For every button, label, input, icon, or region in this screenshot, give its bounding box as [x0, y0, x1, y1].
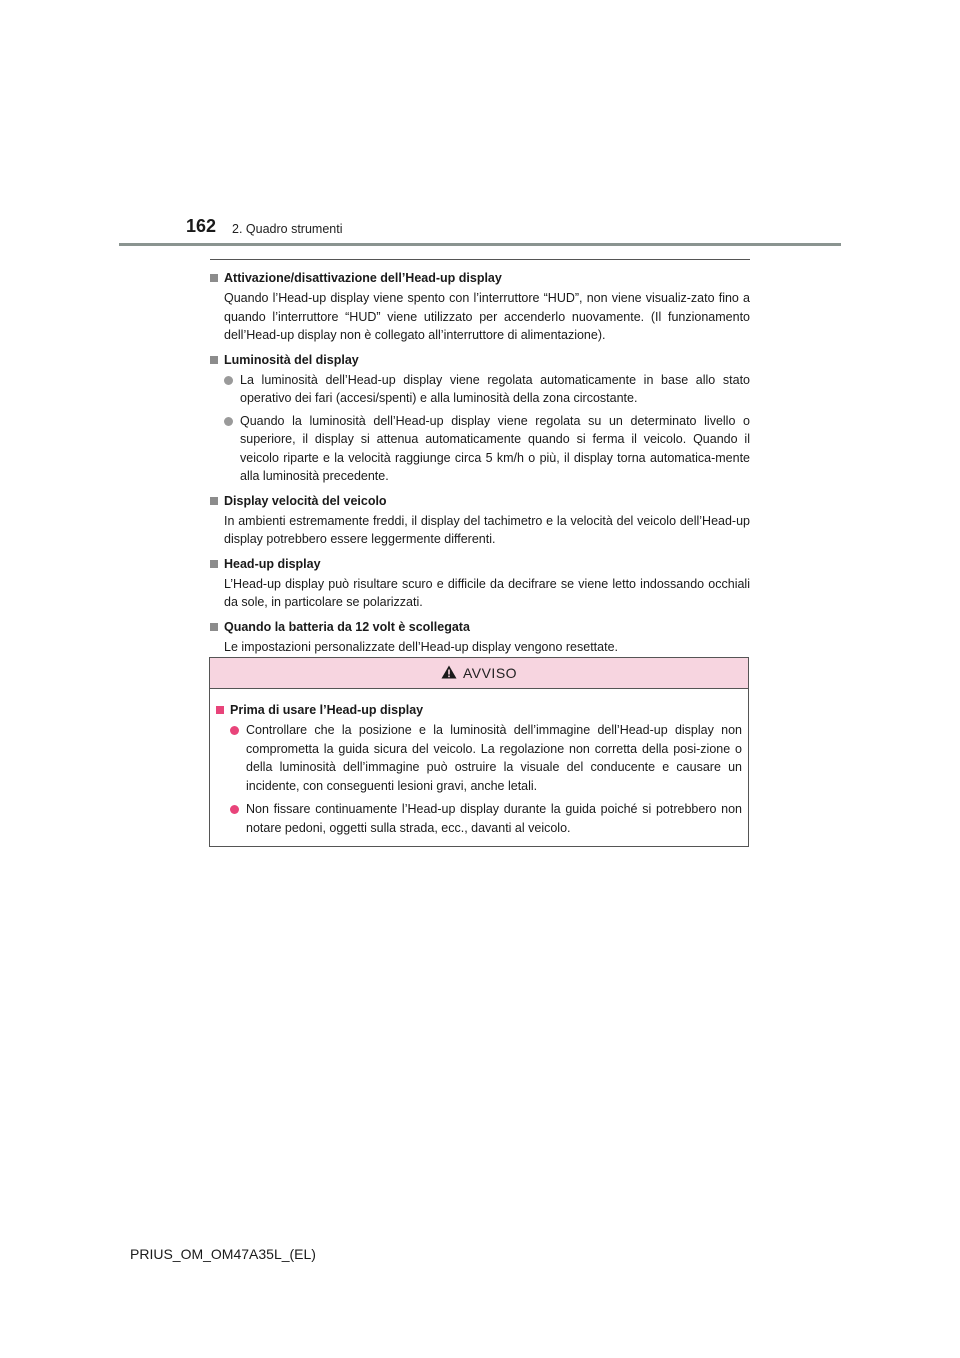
round-bullet-icon: [230, 805, 239, 814]
square-bullet-icon: [210, 497, 218, 505]
section-title: Quando la batteria da 12 volt è scollegata: [224, 619, 470, 634]
square-bullet-icon: [210, 560, 218, 568]
list-item: Non fissare continuamente l’Head-up display durante la guida poiché si potrebbero non notare pedoni, oggetti sulla strada, ecc., davanti al veicolo.: [230, 800, 742, 837]
warning-title: Prima di usare l’Head-up display: [230, 703, 424, 717]
section-text: Quando l’Head-up display viene spento con l’interruttore “HUD”, non viene visualiz-zato fino a quando l’interruttore “HUD” viene utilizzato per accenderlo nuovamente. (Il funzionamento dell’Head-up display non è collegato all’interruttore di alimentazione).: [224, 291, 750, 342]
section-title: Luminosità del display: [224, 352, 359, 367]
warning-body: [210, 689, 748, 837]
round-bullet-icon: [230, 726, 239, 735]
list-item: Quando la luminosità dell’Head-up display viene regolata su un determinato livello o superiore, il display si attenua automaticamente quando si ferma il veicolo. Quando il veicolo riparte e la velocità raggiunge circa 5 km/h o più, il display torna automatica-mente alla luminosità precedente.: [224, 412, 750, 486]
section-battery: [210, 618, 750, 657]
warning-label: AVVISO: [462, 665, 518, 681]
list-item: Controllare che la posizione e la luminosità dell’immagine dell’Head-up display non comprometta la guida sicura del veicolo. La regolazione non corretta della posi-zione o della luminosità dell’immagine può ostruire la visuale del conducente e causare un incidente, con conseguenti lesioni gravi, anche letali.: [230, 721, 742, 795]
warning-box: [209, 657, 749, 847]
content-divider: [210, 259, 750, 260]
section-title: Display velocità del veicolo: [224, 493, 387, 508]
section-head-up-display: [210, 555, 750, 612]
document-code: PRIUS_OM_OM47A35L_(EL): [130, 1246, 316, 1262]
main-content: [210, 259, 750, 662]
square-bullet-icon: [216, 706, 224, 714]
section-activation: [210, 269, 750, 345]
page-number: 162: [186, 216, 217, 236]
square-bullet-icon: [210, 356, 218, 364]
warning-header: [210, 658, 748, 689]
section-title: Attivazione/disattivazione dell’Head-up display: [224, 271, 502, 285]
section-text: L’Head-up display può risultare scuro e difficile da decifrare se viene letto indossando occhiali da sole, in particolare se polarizzati.: [224, 576, 750, 609]
warning-bullet-list: [230, 721, 742, 837]
warning-triangle-icon: [441, 665, 457, 679]
bullet-list: [224, 371, 750, 486]
header-rule: [119, 243, 841, 246]
section-title: Head-up display: [224, 556, 321, 571]
round-bullet-icon: [224, 376, 233, 385]
section-text: Le impostazioni personalizzate dell’Head-up display vengono resettate.: [224, 639, 618, 654]
list-item: La luminosità dell’Head-up display viene regolata automaticamente in base allo stato operativo dei fari (accesi/spenti) e alla luminosità della zona circostante.: [224, 371, 750, 408]
section-brightness: [210, 351, 750, 486]
section-speed-display: [210, 492, 750, 549]
square-bullet-icon: [210, 623, 218, 631]
section-text: In ambienti estremamente freddi, il display del tachimetro e la velocità del veicolo dell’Head-up display potrebbero essere leggermente differenti.: [224, 513, 750, 546]
square-bullet-icon: [210, 274, 218, 282]
chapter-title: 2. Quadro strumenti: [232, 222, 343, 236]
round-bullet-icon: [224, 417, 233, 426]
